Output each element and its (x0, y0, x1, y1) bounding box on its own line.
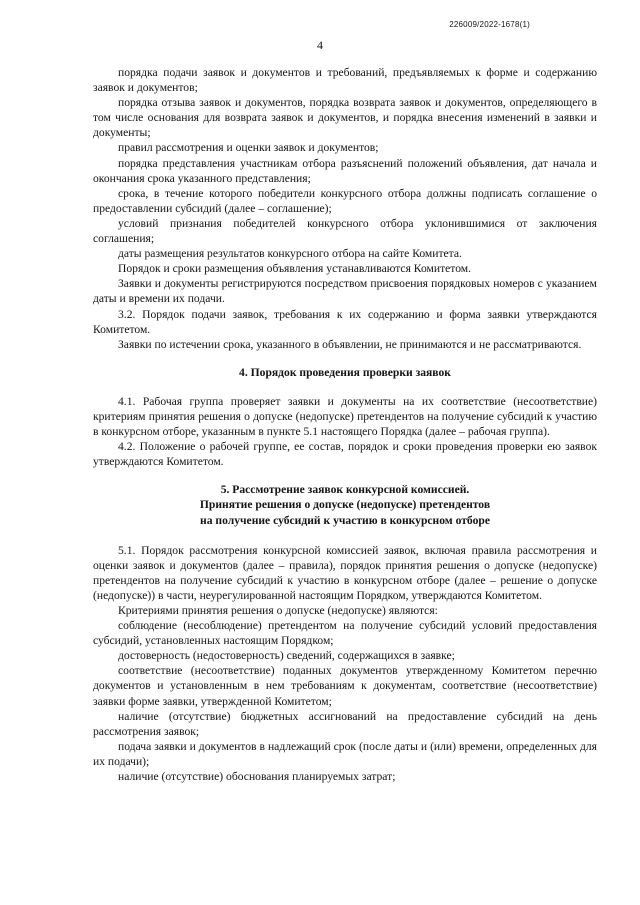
paragraph: 3.2. Порядок подачи заявок, требования к их содержанию и форма заявки утверждаются Комитетом. (93, 307, 597, 336)
paragraph: Заявки и документы регистрируются посредством присвоения порядковых номеров с указанием даты и времени их подачи. (93, 277, 597, 306)
paragraph: достоверность (недостоверность) сведений, содержащихся в заявке; (118, 649, 455, 663)
paragraph: условий признания победителей конкурсного отбора уклонившимися от заключения соглашения; (93, 216, 597, 246)
paragraph: порядка подачи заявок и документов и требований, предъявляемых к форме и содержанию заявок и документов; (93, 66, 597, 95)
paragraph: 4.1. Рабочая группа проверяет заявки и документы на их соответствие (несоответствие) критериям принятия решения о допуске (недопуске) претендентов на получение субсидий к участию в конкурсном отборе, указанным в пункте 5.1 настоящего Порядка (далее – рабочая группа). (93, 394, 597, 439)
section-5-heading-line: на получение субсидий к участию в конкурсном отборе (200, 513, 490, 527)
paragraph: порядка представления участникам отбора разъяснений положений объявления, дат начала и окончания срока указанного представления; (93, 156, 597, 185)
paragraph: 4.2. Положение о рабочей группе, ее состав, порядок и сроки проведения проверки ею заявок утверждаются Комитетом. (93, 440, 597, 469)
paragraph: Порядок и сроки размещения объявления устанавливаются Комитетом. (118, 262, 472, 276)
paragraph: срока, в течение которого победители конкурсного отбора должны подписать соглашение о предоставлении субсидий (далее – соглашение); (93, 186, 597, 215)
paragraph: соответствие (несоответствие) поданных документов утвержденному Комитетом перечню документов и установленным в нем требованиям к документам, соответствие (несоответствие) заявки форме заявки, утвержденной Комитетом; (93, 664, 597, 708)
section-5-heading (93, 482, 597, 527)
paragraph: подача заявки и документов в надлежащий срок (после даты и (или) времени, определенных для их подачи); (93, 739, 597, 768)
paragraph: правил рассмотрения и оценки заявок и документов; (118, 141, 379, 155)
section-4-heading: 4. Порядок проведения проверки заявок (239, 365, 451, 379)
paragraph: наличие (отсутствие) бюджетных ассигнований на предоставление субсидий на день рассмотрения заявок; (93, 709, 597, 738)
paragraph: соблюдение (несоблюдение) претендентом на получение субсидий условий предоставления субсидий, установленных настоящим Порядком; (93, 619, 597, 648)
paragraph: наличие (отсутствие) обоснования планируемых затрат; (118, 770, 396, 784)
document-body (93, 65, 597, 784)
paragraph: Заявки по истечении срока, указанного в объявлении, не принимаются и не рассматриваются. (118, 337, 582, 351)
paragraph: даты размещения результатов конкурсного отбора на сайте Комитета. (118, 247, 462, 261)
paragraph: Критериями принятия решения о допуске (недопуске) являются: (118, 604, 438, 617)
section-5-heading-line: Принятие решения о допуске (недопуске) претендентов (199, 498, 491, 512)
section-5-heading-line: 5. Рассмотрение заявок конкурсной комиссией. (220, 483, 470, 497)
paragraph: порядка отзыва заявок и документов, порядка возврата заявок и документов, определяющего в том числе основания для возврата заявок и документов, и порядка внесения изменений в заявки и документы; (93, 96, 597, 140)
page-number: 4 (317, 38, 323, 52)
document-id: 226009/2022-1678(1) (449, 20, 530, 29)
paragraph: 5.1. Порядок рассмотрения конкурсной комиссией заявок, включая правила рассмотрения и оценки заявок и документов (далее – правила), порядок принятия решения о допуске (недопуске) претендентов на получение субсидий к участию в конкурсном отборе (далее – решение о допуске (недопуске)) в части, неурегулированной настоящим Порядком, утверждаются Комитетом. (93, 543, 597, 602)
